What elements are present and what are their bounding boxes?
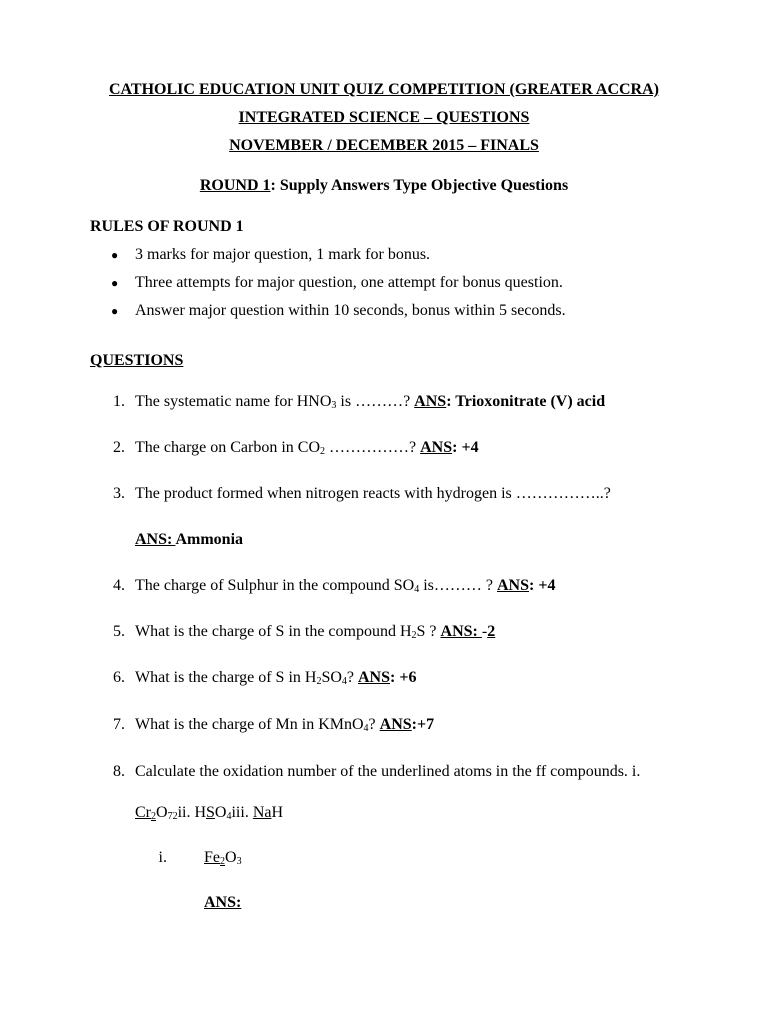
question-number: 2. bbox=[113, 439, 125, 456]
answer-text: : +4 bbox=[529, 577, 556, 594]
question-text-part: is……… ? bbox=[419, 577, 497, 594]
question-text: The product formed when nitrogen reacts with hydrogen is ……………..? bbox=[135, 485, 611, 502]
answer-line bbox=[135, 531, 243, 549]
rules-heading: RULES OF ROUND 1 bbox=[90, 218, 244, 235]
question-text bbox=[135, 623, 495, 641]
ans-label: ANS bbox=[379, 716, 412, 733]
ans-label: ANS bbox=[497, 577, 530, 594]
rule-item: Answer major question within 10 seconds, bonus within 5 seconds. bbox=[135, 302, 566, 319]
question-number: 8. bbox=[113, 763, 125, 780]
subscript: 4 bbox=[414, 584, 420, 595]
underlined-atom: Fe bbox=[204, 849, 220, 866]
questions-heading: QUESTIONS bbox=[90, 352, 184, 369]
answer-text: Ammonia bbox=[175, 531, 244, 548]
underlined-atom: Cr bbox=[135, 804, 151, 821]
bullet-icon: ● bbox=[111, 276, 119, 290]
ans-label: ANS: bbox=[135, 531, 176, 548]
answer-text: : +6 bbox=[390, 669, 417, 686]
question-text-part: O bbox=[156, 804, 168, 821]
question-text-part: ii. H bbox=[177, 804, 207, 821]
question-text bbox=[135, 393, 605, 411]
ans-label: ANS bbox=[358, 669, 391, 686]
subscript: 2 bbox=[320, 446, 325, 457]
subscript: 72 bbox=[167, 811, 178, 822]
question-text-part: S ? bbox=[416, 623, 441, 640]
question-text-part: iii. bbox=[231, 804, 253, 821]
subscript: 2 bbox=[316, 676, 322, 687]
ans-label: ANS bbox=[420, 439, 453, 456]
subscript: 2 bbox=[151, 811, 156, 822]
answer-text: 2 bbox=[487, 623, 496, 640]
header-line-2: INTEGRATED SCIENCE – QUESTIONS bbox=[238, 109, 530, 126]
round-title: : Supply Answers Type Objective Questions bbox=[270, 177, 569, 194]
question-text-part: What is the charge of S in the compound H bbox=[135, 623, 412, 640]
subscript: 4 bbox=[341, 676, 347, 687]
question-text: Calculate the oxidation number of the underlined atoms in the ff compounds. i. bbox=[135, 763, 641, 780]
bullet-icon: ● bbox=[111, 248, 119, 262]
question-text-part: What is the charge of Mn in KMnO bbox=[135, 716, 364, 733]
subscript: 3 bbox=[236, 856, 242, 867]
question-text-part: O bbox=[225, 849, 237, 866]
question-text-part: SO bbox=[321, 669, 342, 686]
answer-sign: - bbox=[481, 623, 488, 640]
ans-label: ANS: bbox=[204, 894, 242, 911]
question-text-part: ? bbox=[368, 716, 380, 733]
compound-list bbox=[135, 804, 283, 822]
question-number: 5. bbox=[113, 623, 125, 640]
header-line-3: NOVEMBER / DECEMBER 2015 – FINALS bbox=[229, 137, 539, 154]
sub-question-text bbox=[204, 849, 242, 867]
bullet-icon: ● bbox=[111, 304, 119, 318]
question-text bbox=[135, 577, 555, 595]
answer-text: :+7 bbox=[411, 716, 435, 733]
answer-text: : Trioxonitrate (V) acid bbox=[446, 393, 606, 410]
ans-label: ANS bbox=[414, 393, 447, 410]
question-text-part: H bbox=[271, 804, 284, 821]
subscript: 4 bbox=[226, 811, 232, 822]
rule-item: 3 marks for major question, 1 mark for bonus. bbox=[135, 246, 431, 263]
ans-label: ANS: bbox=[440, 623, 482, 640]
underlined-atom: Na bbox=[252, 804, 272, 821]
subscript: 3 bbox=[331, 400, 337, 411]
round-label: ROUND 1 bbox=[199, 177, 271, 194]
question-number: 1. bbox=[113, 393, 125, 410]
question-text-part: What is the charge of S in H bbox=[135, 669, 317, 686]
question-text bbox=[135, 716, 434, 734]
answer-text: : +4 bbox=[452, 439, 479, 456]
question-number: 7. bbox=[113, 716, 125, 733]
question-text bbox=[135, 669, 416, 687]
round-heading bbox=[0, 177, 768, 195]
question-number: 6. bbox=[113, 669, 125, 686]
question-text bbox=[135, 439, 479, 457]
subscript: 4 bbox=[363, 723, 369, 734]
question-text-part: The systematic name for HNO bbox=[135, 393, 332, 410]
question-number: 4. bbox=[113, 577, 125, 594]
question-text-part: The charge on Carbon in CO bbox=[135, 439, 320, 456]
subscript: 2 bbox=[411, 630, 417, 641]
question-text-part: The charge of Sulphur in the compound SO bbox=[135, 577, 415, 594]
header-line-1: CATHOLIC EDUCATION UNIT QUIZ COMPETITION (GREATER ACCRA) bbox=[109, 81, 659, 98]
sub-question-number: i. bbox=[158, 849, 167, 866]
question-text-part: ……………? bbox=[325, 439, 421, 456]
rule-item: Three attempts for major question, one attempt for bonus question. bbox=[135, 274, 563, 291]
question-number: 3. bbox=[113, 485, 125, 502]
question-text-part: is ………? bbox=[336, 393, 415, 410]
underlined-atom: S bbox=[206, 804, 215, 821]
subscript: 2 bbox=[220, 856, 225, 867]
question-text-part: O bbox=[214, 804, 227, 821]
question-text-part: ? bbox=[346, 669, 358, 686]
